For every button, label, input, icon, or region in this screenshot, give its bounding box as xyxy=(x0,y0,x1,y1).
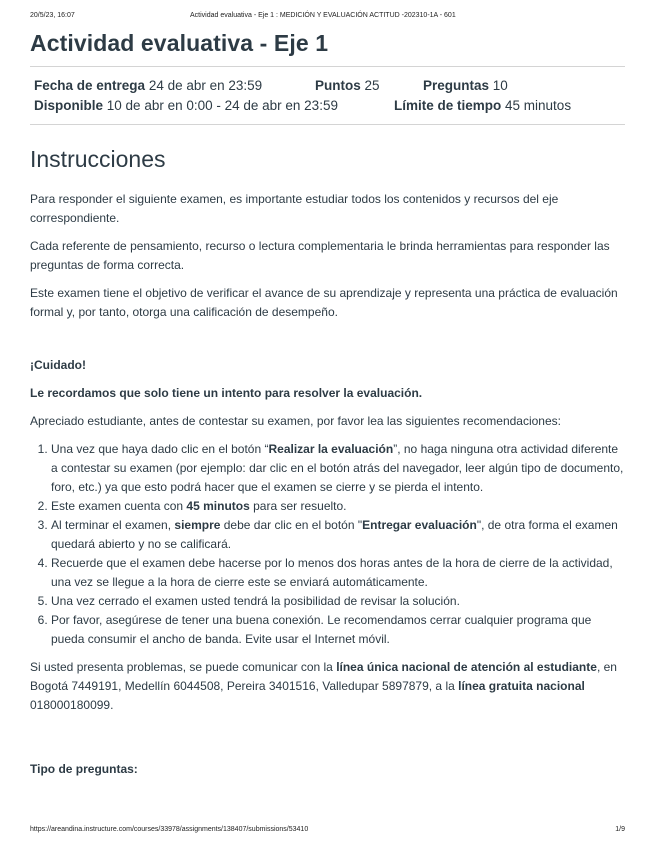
emphasis: 45 minutos xyxy=(186,499,250,513)
print-datetime: 20/5/23, 16:07 xyxy=(30,12,75,19)
recommendations-list xyxy=(30,440,625,649)
page-url: https://areandina.instructure.com/courses/33978/assignments/138407/submissions/53410 xyxy=(30,826,309,833)
available-label: Disponible xyxy=(34,98,104,113)
availability xyxy=(34,96,394,116)
details-row-1 xyxy=(34,76,621,96)
points-label: Puntos xyxy=(315,78,361,93)
instructions-paragraph: Este examen tiene el objetivo de verificar el avance de su aprendizaje y representa una práctica de evaluación formal y, por tanto, otorga una calificación de desempeño. xyxy=(30,286,618,319)
recommendations-intro: Apreciado estudiante, antes de contestar su examen, por favor lea las siguientes recomendaciones: xyxy=(30,414,561,428)
emphasis: Entregar evaluación xyxy=(362,518,477,532)
details-row-2 xyxy=(34,96,621,116)
assignment-content xyxy=(30,30,625,788)
list-item: 6. Por favor, asegúrese de tener una buena conexión. Le recomendamos cerrar cualquier programa que pueda consumir el ancho de banda. Evite usar el Internet móvil. xyxy=(51,611,625,649)
instructions-paragraph: Cada referente de pensamiento, recurso o lectura complementaria le brinda herramientas para responder las preguntas de forma correcta. xyxy=(30,239,610,272)
due-label: Fecha de entrega xyxy=(34,78,146,93)
list-item: 1. Una vez que haya dado clic en el botón “Realizar la evaluación”, no haga ninguna otra actividad diferente a contestar su examen (por ejemplo: dar clic en el botón atrás del navegador, leer algún tipo de documento, foro, etc.) ya que esto podrá hacer que el examen se cierre y se pierda el intento. xyxy=(51,440,625,497)
available-value: 10 de abr en 0:00 - 24 de abr en 23:59 xyxy=(106,98,338,113)
page-title: Actividad evaluativa - Eje 1 xyxy=(30,30,625,67)
caution-text: ¡Cuidado! xyxy=(30,358,86,372)
due-value: 24 de abr en 23:59 xyxy=(148,78,263,93)
caution-heading xyxy=(30,356,625,375)
one-attempt-notice xyxy=(30,384,625,403)
list-item: 5. Una vez cerrado el examen usted tendrá la posibilidad de revisar la solución. xyxy=(51,592,625,611)
questions-label: Preguntas xyxy=(423,78,490,93)
instructions-heading: Instrucciones xyxy=(30,146,166,172)
emphasis: Realizar la evaluación xyxy=(268,442,394,456)
time-limit-label: Límite de tiempo xyxy=(394,98,502,113)
support-paragraph: Si usted presenta problemas, se puede comunicar con la línea única nacional de atención al estudiante, en Bogotá 7449191, Medellín 6044508, Pereira 3401516, Valledupar 5897879, a la línea gratuita nacional 018000180099. xyxy=(30,660,617,712)
points-value: 25 xyxy=(364,78,380,93)
print-header xyxy=(30,12,625,19)
question-types-text: Tipo de preguntas: xyxy=(30,762,138,776)
page-number: 1/9 xyxy=(615,826,625,833)
instructions-paragraph: Para responder el siguiente examen, es importante estudiar todos los contenidos y recursos del eje correspondiente. xyxy=(30,192,559,225)
time-limit-value: 45 minutos xyxy=(505,98,572,113)
time-limit xyxy=(394,96,571,116)
questions xyxy=(423,76,508,96)
points xyxy=(315,76,423,96)
assignment-details xyxy=(30,67,625,125)
questions-value: 10 xyxy=(492,78,508,93)
question-types-heading xyxy=(30,760,625,779)
due-date xyxy=(34,76,315,96)
one-attempt-text: Le recordamos que solo tiene un intento para resolver la evaluación. xyxy=(30,386,423,400)
emphasis: línea gratuita nacional xyxy=(458,679,585,693)
emphasis: siempre xyxy=(174,518,221,532)
print-footer xyxy=(30,826,625,833)
list-item: 4. Recuerde que el examen debe hacerse por lo menos dos horas antes de la hora de cierre de la actividad, una vez se llegue a la hora de cierre este se enviará automáticamente. xyxy=(51,554,625,592)
print-title: Actividad evaluativa - Eje 1 : MEDICIÓN Y EVALUACIÓN ACTITUD -202310-1A - 601 xyxy=(190,12,456,19)
emphasis: línea única nacional de atención al estudiante xyxy=(336,660,597,674)
list-item: 3. Al terminar el examen, siempre debe dar clic en el botón "Entregar evaluación", de otra forma el examen quedará abierto y no se calificará. xyxy=(51,516,625,554)
list-item: 2. Este examen cuenta con 45 minutos para ser resuelto. xyxy=(51,497,625,516)
